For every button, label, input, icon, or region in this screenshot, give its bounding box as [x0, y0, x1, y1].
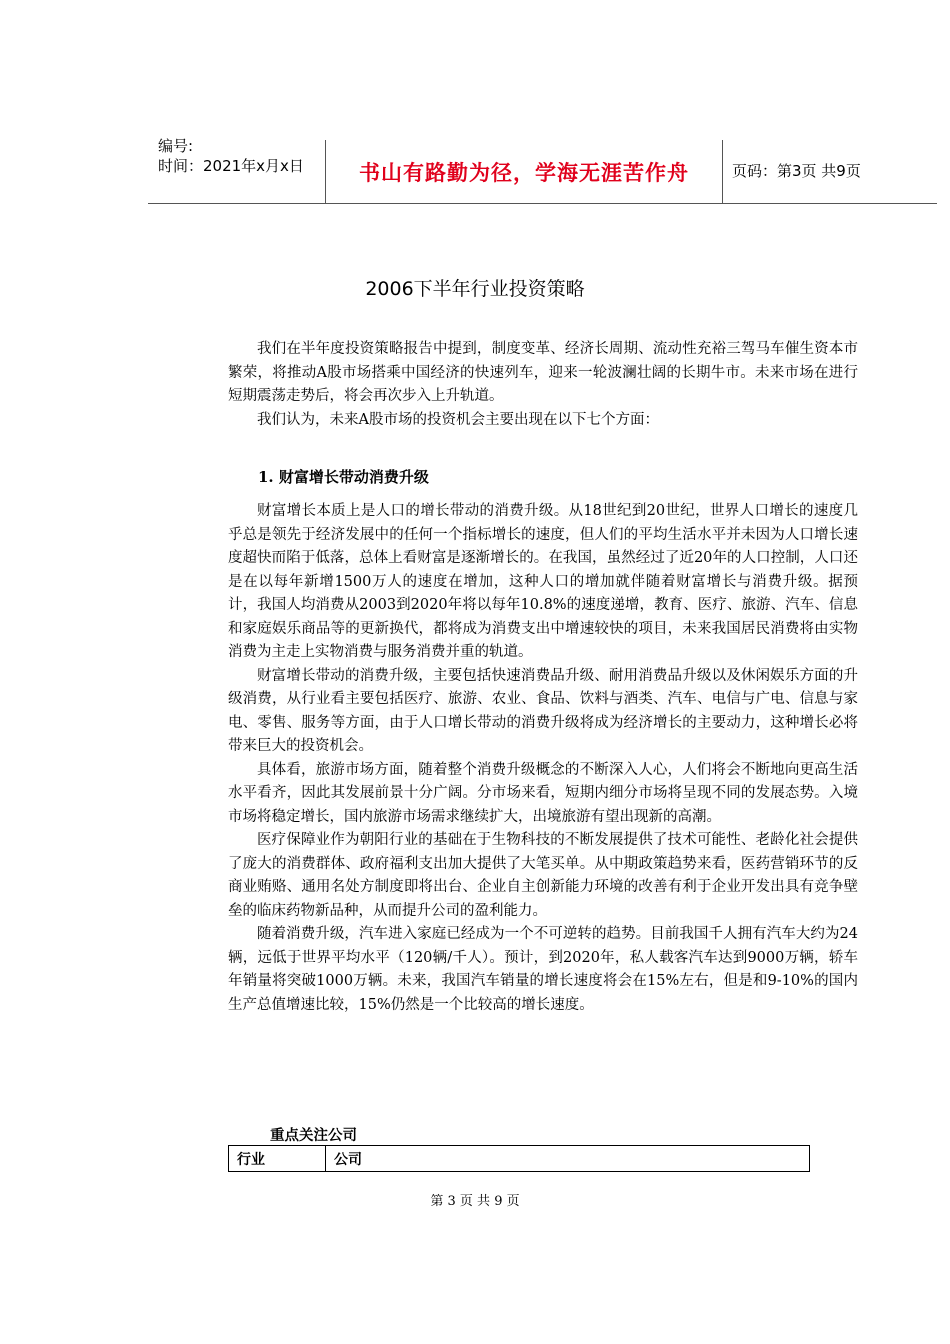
table-heading: 重点关注公司: [270, 1127, 357, 1144]
document-title: 2006下半年行业投资策略: [365, 278, 585, 300]
serial-label: 编号:: [158, 137, 194, 155]
intro-section: [228, 338, 858, 432]
table-header-row: [229, 1146, 810, 1172]
section-paragraph: 随着消费升级，汽车进入家庭已经成为一个不可逆转的趋势。目前我国千人拥有汽车大约为24辆，远低于世界平均水平（120辆/千人）。预计，到2020年，私人载客汽车达到9000万辆，轿车年销量将突破1000万辆。未来，我国汽车销量的增长速度将会在15%左右，但是和9-10%的国内生产总值增速比较，15%仍然是一个比较高的增长速度。: [228, 926, 858, 1013]
intro-paragraph: 我们认为，未来A股市场的投资机会主要出现在以下七个方面：: [257, 411, 659, 428]
section-paragraph: 医疗保障业作为朝阳行业的基础在于生物科技的不断发展提供了技术可能性、老龄化社会提供了庞大的消费群体、政府福利支出加大提供了大笔买单。从中期政策趋势来看，医药营销环节的反商业贿赂、通用名处方制度即将出台、企业自主创新能力环境的改善有利于企业开发出具有竞争壁垒的临床药物新品种，从而提升公司的盈利能力。: [228, 832, 858, 919]
header-left-block: [158, 136, 304, 176]
page-footer: 第 3 页 共 9 页: [430, 1194, 520, 1209]
intro-paragraph: 我们在半年度投资策略报告中提到，制度变革、经济长周期、流动性充裕三驾马车催生资本市繁荣，将推动A股市场搭乘中国经济的快速列车，迎来一轮波澜壮阔的长期牛市。未来市场在进行短期震荡走势后，将会再次步入上升轨道。: [228, 341, 858, 404]
section-heading: 1. 财富增长带动消费升级: [258, 468, 429, 486]
focus-company-table: [228, 1145, 810, 1172]
section-paragraph: 财富增长带动的消费升级，主要包括快速消费品升级、耐用消费品升级以及休闲娱乐方面的升级消费，从行业看主要包括医疗、旅游、农业、食品、饮料与酒类、汽车、电信与广电、信息与家电、零售、服务等方面，由于人口增长带动的消费升级将成为经济增长的主要动力，这种增长必将带来巨大的投资机会。: [228, 667, 858, 754]
column-header-company: 公司: [326, 1146, 810, 1172]
section-paragraph: 财富增长本质上是人口的增长带动的消费升级。从18世纪到20世纪，世界人口增长的速度几乎总是领先于经济发展中的任何一个指标增长的速度，但人们的平均生活水平并未因为人口增长速度超快而陷于低落，总体上看财富是逐渐增长的。在我国，虽然经过了近20年的人口控制，人口还是在以每年新增1500万人的速度在增加，这种人口的增加就伴随着财富增长与消费升级。据预计，我国人均消费从2003到2020年将以每年10.8%的速度递增，教育、医疗、旅游、汽车、信息和家庭娱乐商品等的更新换代，都将成为消费支出中增速较快的项目，未来我国居民消费将由实物消费为主走上实物消费与服务消费并重的轨道。: [228, 503, 858, 660]
column-header-industry: 行业: [229, 1146, 326, 1172]
header-rule: [148, 203, 937, 204]
header-divider-right: [722, 140, 723, 204]
section-body: [228, 500, 858, 1017]
section-paragraph: 具体看，旅游市场方面，随着整个消费升级概念的不断深入人心，人们将会不断地向更高生活水平看齐，因此其发展前景十分广阔。分市场来看，短期内细分市场将呈现不同的发展态势。入境市场将稳定增长，国内旅游市场需求继续扩大，出境旅游有望出现新的高潮。: [228, 761, 858, 825]
time-line: 时间：2021年x月x日: [158, 157, 304, 175]
header-page-info: 页码：第3页 共9页: [732, 162, 861, 180]
header-motto: 书山有路勤为径，学海无涯苦作舟: [359, 160, 689, 185]
